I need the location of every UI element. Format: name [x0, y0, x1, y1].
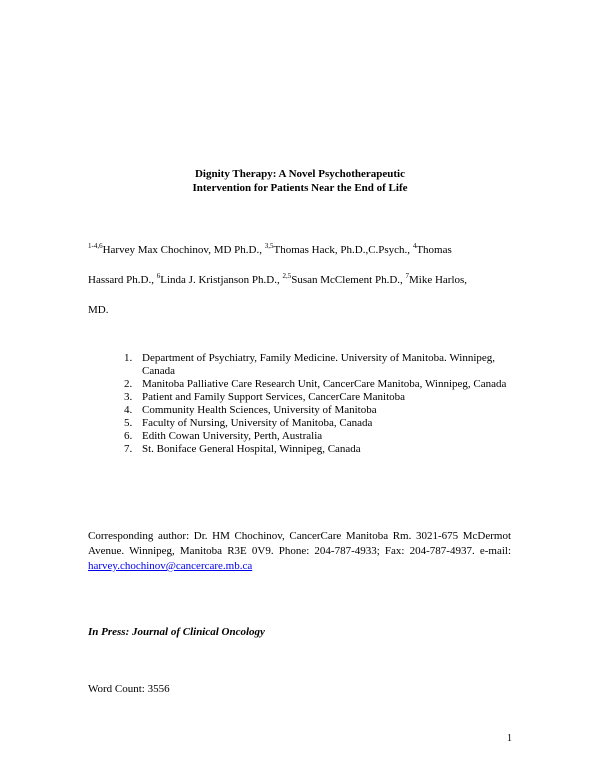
affiliation-text: St. Boniface General Hospital, Winnipeg, Canada — [142, 443, 361, 455]
email-link[interactable]: harvey.chochinov@cancercare.mb.ca — [88, 560, 253, 572]
in-press-notice: In Press: Journal of Clinical Oncology — [88, 626, 265, 638]
affiliation-number: 1. — [124, 352, 133, 364]
author-5-affiliation-ref: 2,5 — [282, 272, 292, 280]
affiliation-item — [124, 378, 524, 391]
author-line-1 — [88, 243, 452, 257]
author-6-affiliation-ref: 7 — [405, 272, 410, 280]
page-number: 1 — [507, 733, 512, 744]
affiliation-number: 6. — [124, 430, 133, 442]
affiliation-text: Edith Cowan University, Perth, Australia — [142, 430, 323, 442]
affiliation-item — [124, 391, 524, 404]
author-line-3 — [88, 303, 108, 317]
corresponding-author-text: Corresponding author: Dr. HM Chochinov, CancerCare Manitoba Rm. 3021-675 McDermot Avenue. Winnipeg, Manitoba R3E 0V9. Phone: 204-787-4933; Fax: 204-787-4937. e-mail: — [88, 530, 511, 557]
paper-title-line-2: Intervention for Patients Near the End of Life — [192, 182, 408, 194]
affiliation-number: 3. — [124, 391, 133, 403]
corresponding-author — [88, 529, 511, 574]
author-4-affiliation-ref: 6 — [156, 272, 161, 280]
affiliation-item — [124, 430, 524, 443]
affiliation-item — [124, 417, 524, 430]
affiliation-text: Patient and Family Support Services, CancerCare Manitoba — [142, 391, 406, 403]
affiliation-number: 4. — [124, 404, 133, 416]
affiliation-number: 2. — [124, 378, 133, 390]
paper-title-line-1: Dignity Therapy: A Novel Psychotherapeutic — [194, 168, 405, 180]
affiliation-number: 7. — [124, 443, 133, 455]
author-3-name-part-2: Hassard Ph.D., — [88, 274, 157, 286]
author-line-2 — [88, 273, 467, 287]
affiliation-number: 5. — [124, 417, 133, 429]
author-1-name: Harvey Max Chochinov, MD Ph.D., — [102, 244, 265, 256]
author-3-affiliation-ref: 4 — [412, 242, 417, 250]
paper-title — [0, 167, 600, 195]
author-2-name: Thomas Hack, Ph.D.,C.Psych., — [273, 244, 413, 256]
author-2-affiliation-ref: 3,5 — [264, 242, 274, 250]
affiliation-text: Department of Psychiatry, Family Medicine. University of Manitoba. Winnipeg, Canada — [142, 352, 496, 377]
author-6-name-part-2: MD. — [88, 304, 109, 316]
affiliation-text: Manitoba Palliative Care Research Unit, CancerCare Manitoba, Winnipeg, Canada — [142, 378, 507, 390]
author-3-name-part-1: Thomas — [416, 244, 452, 256]
author-6-name-part-1: Mike Harlos, — [409, 274, 468, 286]
author-4-name: Linda J. Kristjanson Ph.D., — [160, 274, 283, 286]
affiliation-text: Community Health Sciences, University of Manitoba — [142, 404, 377, 416]
author-1-affiliation-ref: 1-4,6 — [88, 242, 103, 250]
affiliation-item — [124, 443, 524, 456]
author-5-name: Susan McClement Ph.D., — [291, 274, 406, 286]
affiliation-item — [124, 404, 524, 417]
affiliation-list — [124, 352, 524, 456]
affiliation-text: Faculty of Nursing, University of Manitoba, Canada — [142, 417, 373, 429]
affiliation-item — [124, 352, 524, 378]
word-count: Word Count: 3556 — [88, 683, 170, 695]
